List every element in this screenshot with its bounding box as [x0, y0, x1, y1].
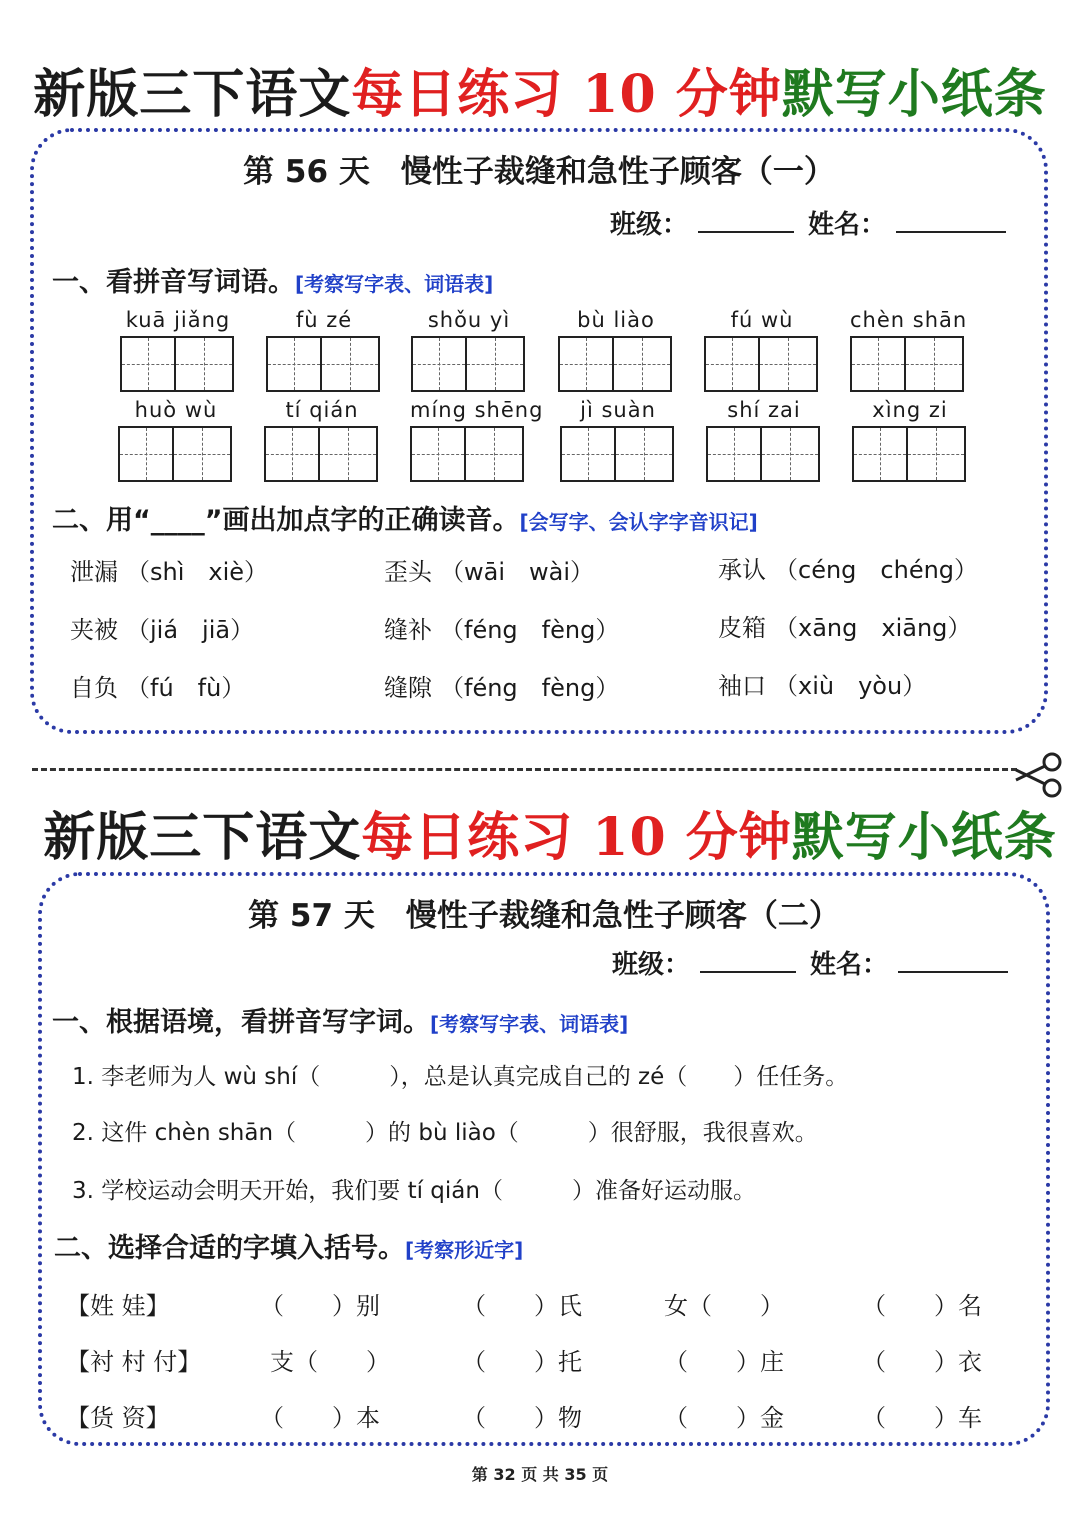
- pinyin-label: tí qián: [285, 398, 359, 422]
- reading-item: [70, 668, 245, 703]
- pinyin-label: kuā jiǎng: [125, 308, 231, 332]
- section1-heading: [52, 260, 493, 299]
- writing-box[interactable]: [466, 426, 524, 482]
- class-name-line: [610, 204, 1006, 241]
- class-label: 班级：: [611, 950, 690, 980]
- fill-item[interactable]: （ ）庄: [664, 1348, 784, 1376]
- pinyin-label: míng shēng: [410, 398, 544, 422]
- banner-part2: 每日练习 10 分钟: [351, 64, 782, 125]
- fill-item[interactable]: （ ）衣: [862, 1348, 982, 1376]
- name-label: 姓名：: [809, 950, 888, 980]
- reading-word: 歪头: [384, 558, 432, 586]
- name-blank[interactable]: [896, 211, 1006, 233]
- section1-heading: [52, 1000, 628, 1039]
- writing-box[interactable]: [410, 426, 466, 482]
- section1-tag: [考察写字表、词语表]: [295, 272, 494, 296]
- reading-word: 承认: [718, 556, 766, 584]
- banner-part1: 新版三下语文: [33, 64, 352, 125]
- section1-tag: [考察写字表、词语表]: [430, 1012, 629, 1036]
- pinyin-word: [411, 308, 527, 392]
- section1-title: 一、根据语境，看拼音写字词。: [52, 1007, 430, 1038]
- writing-box[interactable]: [616, 426, 674, 482]
- pinyin-label: xìng zi: [872, 398, 948, 422]
- section2-heading: [54, 1226, 523, 1265]
- writing-box[interactable]: [760, 336, 818, 392]
- day57-title: 第 57 天 慢性子裁缝和急性子顾客（二）: [248, 898, 840, 934]
- writing-box[interactable]: [320, 426, 378, 482]
- reading-word: 泄漏: [70, 558, 118, 586]
- section2-tag: [考察形近字]: [405, 1238, 524, 1262]
- reading-item: [70, 610, 254, 645]
- reading-item: [384, 552, 594, 587]
- name-label: 姓名：: [807, 210, 886, 240]
- reading-option[interactable]: （fú: [126, 674, 174, 702]
- reading-option[interactable]: （shì: [126, 558, 185, 586]
- banner-part1: 新版三下语文: [43, 807, 362, 868]
- reading-option[interactable]: fèng）: [541, 616, 620, 644]
- reading-option[interactable]: fèng）: [541, 674, 620, 702]
- pinyin-word: [850, 308, 966, 392]
- section2-tag: [会写字、会认字字音识记]: [519, 510, 758, 534]
- writing-box[interactable]: [850, 336, 906, 392]
- pinyin-word: [118, 398, 234, 482]
- pinyin-word: [852, 398, 968, 482]
- writing-box[interactable]: [176, 336, 234, 392]
- writing-box[interactable]: [411, 336, 467, 392]
- fill-item[interactable]: 女（ ）: [664, 1292, 784, 1320]
- writing-box[interactable]: [704, 336, 760, 392]
- writing-box[interactable]: [558, 336, 614, 392]
- class-label: 班级：: [609, 210, 688, 240]
- pinyin-word: [704, 308, 820, 392]
- worksheet-day56: [30, 128, 1048, 734]
- writing-box[interactable]: [560, 426, 616, 482]
- reading-item: [384, 668, 619, 703]
- writing-box[interactable]: [266, 336, 322, 392]
- writing-box[interactable]: [467, 336, 525, 392]
- writing-box[interactable]: [264, 426, 320, 482]
- reading-item: [718, 608, 971, 643]
- pinyin-label: huò wù: [134, 398, 218, 422]
- banner-part3: 默写小纸条: [781, 64, 1047, 125]
- writing-box[interactable]: [120, 336, 176, 392]
- sentence-item: 3. 学校运动会明天开始，我们要 tí qián（ ）准备好运动服。: [72, 1178, 756, 1204]
- reading-word: 缝隙: [384, 674, 432, 702]
- class-name-line: [612, 944, 1008, 981]
- fill-item[interactable]: （ ）物: [462, 1404, 582, 1432]
- reading-option[interactable]: jiā）: [202, 616, 255, 644]
- reading-word: 自负: [70, 674, 118, 702]
- writing-box[interactable]: [906, 336, 964, 392]
- reading-option[interactable]: （xiù: [774, 672, 835, 700]
- reading-option[interactable]: xiāng）: [881, 614, 972, 642]
- reading-option[interactable]: （xāng: [774, 614, 858, 642]
- pinyin-word: [266, 308, 382, 392]
- char-group: 【姓 娃】: [66, 1292, 170, 1320]
- section2-title: 二、用“____”画出加点字的正确读音。: [52, 505, 520, 536]
- day56-title: 第 56 天 慢性子裁缝和急性子顾客（一）: [243, 154, 835, 190]
- section1-title: 一、看拼音写词语。: [52, 267, 295, 298]
- banner-title: [10, 795, 1080, 870]
- sentence-item: 2. 这件 chèn shān（ ）的 bù liào（ ）很舒服，我很喜欢。: [72, 1120, 818, 1146]
- reading-option[interactable]: fù）: [197, 674, 246, 702]
- writing-box[interactable]: [908, 426, 966, 482]
- reading-word: 缝补: [384, 616, 432, 644]
- worksheet-day57: [38, 872, 1050, 1446]
- section2-heading: [52, 498, 758, 537]
- fill-item[interactable]: （ ）别: [260, 1292, 380, 1320]
- writing-box[interactable]: [706, 426, 762, 482]
- writing-box[interactable]: [174, 426, 232, 482]
- pinyin-word: [120, 308, 236, 392]
- pinyin-word: [410, 398, 544, 482]
- fill-item[interactable]: （ ）名: [862, 1292, 982, 1320]
- reading-option[interactable]: （féng: [440, 674, 518, 702]
- pinyin-label: bù liào: [577, 308, 655, 332]
- reading-option[interactable]: chéng）: [880, 556, 979, 584]
- reading-word: 皮箱: [718, 614, 766, 642]
- fill-item[interactable]: （ ）金: [664, 1404, 784, 1432]
- fill-item[interactable]: （ ）本: [260, 1404, 380, 1432]
- reading-option[interactable]: （wāi: [440, 558, 506, 586]
- pinyin-label: fù zé: [295, 308, 353, 332]
- reading-option[interactable]: yòu）: [858, 672, 927, 700]
- writing-box[interactable]: [852, 426, 908, 482]
- banner-part3: 默写小纸条: [791, 807, 1057, 868]
- reading-word: 夹被: [70, 616, 118, 644]
- pinyin-word: [264, 398, 380, 482]
- pinyin-word: [558, 308, 674, 392]
- fill-item[interactable]: （ ）托: [462, 1348, 582, 1376]
- reading-option[interactable]: xiè）: [208, 558, 269, 586]
- reading-option[interactable]: wài）: [529, 558, 595, 586]
- sentence-item: 1. 李老师为人 wù shí（ ），总是认真完成自己的 zé（ ）任任务。: [72, 1064, 849, 1090]
- scissors-icon: [1010, 750, 1066, 800]
- writing-box[interactable]: [762, 426, 820, 482]
- reading-item: [718, 550, 978, 585]
- reading-item: [718, 666, 926, 701]
- pinyin-label: shí zai: [727, 398, 801, 422]
- section2-title: 二、选择合适的字填入括号。: [54, 1233, 405, 1264]
- pinyin-label: fú wù: [730, 308, 794, 332]
- fill-item[interactable]: （ ）氏: [462, 1292, 582, 1320]
- reading-item: [70, 552, 268, 587]
- pinyin-label: shǒu yì: [427, 308, 511, 332]
- reading-word: 袖口: [718, 672, 766, 700]
- writing-box[interactable]: [322, 336, 380, 392]
- cut-line: [32, 768, 1017, 771]
- reading-option[interactable]: （féng: [440, 616, 518, 644]
- name-blank[interactable]: [898, 951, 1008, 973]
- pinyin-label: jì suàn: [580, 398, 656, 422]
- fill-item[interactable]: （ ）车: [862, 1404, 982, 1432]
- writing-box[interactable]: [118, 426, 174, 482]
- reading-item: [384, 610, 619, 645]
- char-group: 【货 资】: [66, 1404, 170, 1432]
- pinyin-word: [560, 398, 676, 482]
- page-number: 第 32 页 共 35 页: [471, 1465, 609, 1484]
- banner-part2: 每日练习 10 分钟: [361, 807, 792, 868]
- writing-box[interactable]: [614, 336, 672, 392]
- class-blank[interactable]: [700, 951, 796, 973]
- char-group: 【衬 村 付】: [66, 1348, 202, 1376]
- reading-option[interactable]: （jiá: [126, 616, 179, 644]
- class-blank[interactable]: [698, 211, 794, 233]
- reading-option[interactable]: （céng: [774, 556, 857, 584]
- fill-item[interactable]: 支（ ）: [270, 1348, 390, 1376]
- banner-title: [0, 52, 1080, 127]
- pinyin-label: chèn shān: [850, 308, 968, 332]
- pinyin-word: [706, 398, 822, 482]
